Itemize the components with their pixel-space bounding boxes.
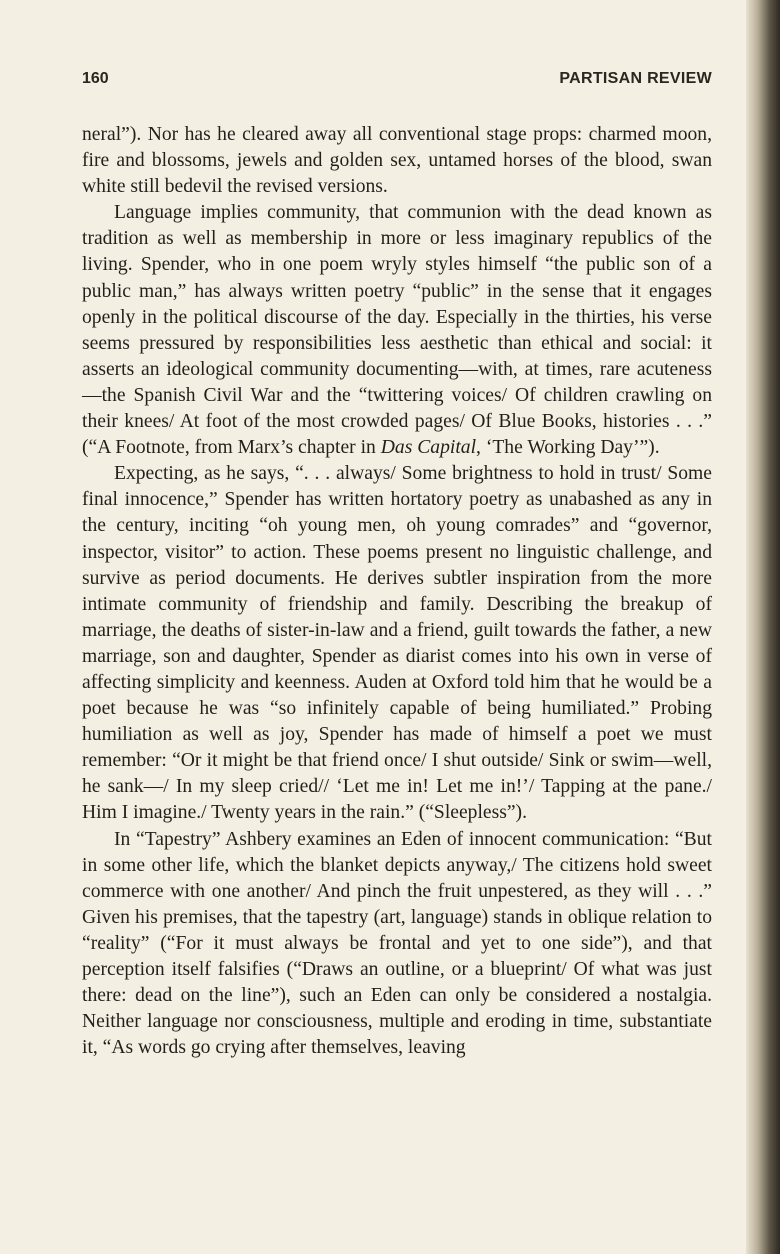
page-binding-edge [746,0,780,1254]
running-header [82,70,712,94]
paragraph [82,461,712,826]
paragraph-text: In “Tapestry” Ashbery examines an Eden of innocent communication: “But in some other life, which the blanket depicts anyway,/ The citizens hold sweet commerce with one another/ And pinch the fruit unpestered, as they will . . .” Given his premises, that the tapestry (art, language) stands in oblique relation to “reality” (“For it must always be frontal and yet to one side”), and that perception itself falsifies (“Draws an outline, or a blueprint/ Of what was just there: dead on the line”), such an Eden can only be considered a nostalgia. Neither language nor consciousness, multiple and eroding in time, substantiate it, “As words go crying after themselves, leaving [82,828,712,1059]
paragraph [82,122,712,200]
paragraph-text: , ‘The Working Day’”). [476,437,660,459]
paragraph-text: Language implies community, that communion with the dead known as tradition as well as membership in more or less imaginary republics of the living. Spender, who in one poem wryly styles himself “the public son of a public man,” has always written poetry “public” in the sense that it engages openly in the political discourse of the day. Especially in the thirties, his verse seems pressured by responsibilities less aesthetic than ethical and social: it asserts an ideological community documenting—with, at times, rare acuteness—the Spanish Civil War and the “twittering voices/ Of children crawling on their knees/ At foot of the most crowded pages/ Of Blue Books, histories . . .” (“A Footnote, from Marx’s chapter in [82,202,712,459]
running-title: PARTISAN REVIEW [559,70,712,87]
book-title: Das Capital [380,437,477,459]
paragraph-text: neral”). Nor has he cleared away all conventional stage props: charmed moon, fire and blossoms, jewels and golden sex, untamed horses of the blood, swan white still bedevil the revised versions. [82,124,712,198]
page-number: 160 [82,70,109,87]
paragraph [82,827,712,1062]
paragraph [82,200,712,461]
body-text [82,122,712,1061]
paragraph-text: Expecting, as he says, “. . . always/ Some brightness to hold in trust/ Some final innocence,” Spender has written hortatory poetry as unabashed as any in the century, inciting “oh young men, oh young comrades” and “governor, inspector, visitor” to action. These poems present no linguistic challenge, and survive as period documents. He derives subtler inspiration from the more intimate community of friendship and family. Describing the breakup of marriage, the deaths of sister-in-law and a friend, guilt towards the father, a new marriage, son and daughter, Spender as diarist comes into his own in verse of affecting simplicity and keenness. Auden at Oxford told him that he would be a poet because he was “so infinitely capable of being humiliated.” Probing humiliation as well as joy, Spender has made of himself a poet we must remember: “Or it might be that friend once/ I shut outside/ Sink or swim—well, he sank—/ In my sleep cried// ‘Let me in! Let me in!’/ Tapping at the pane./ Him I imagine./ Twenty years in the rain.” (“Sleepless”). [82,463,712,824]
